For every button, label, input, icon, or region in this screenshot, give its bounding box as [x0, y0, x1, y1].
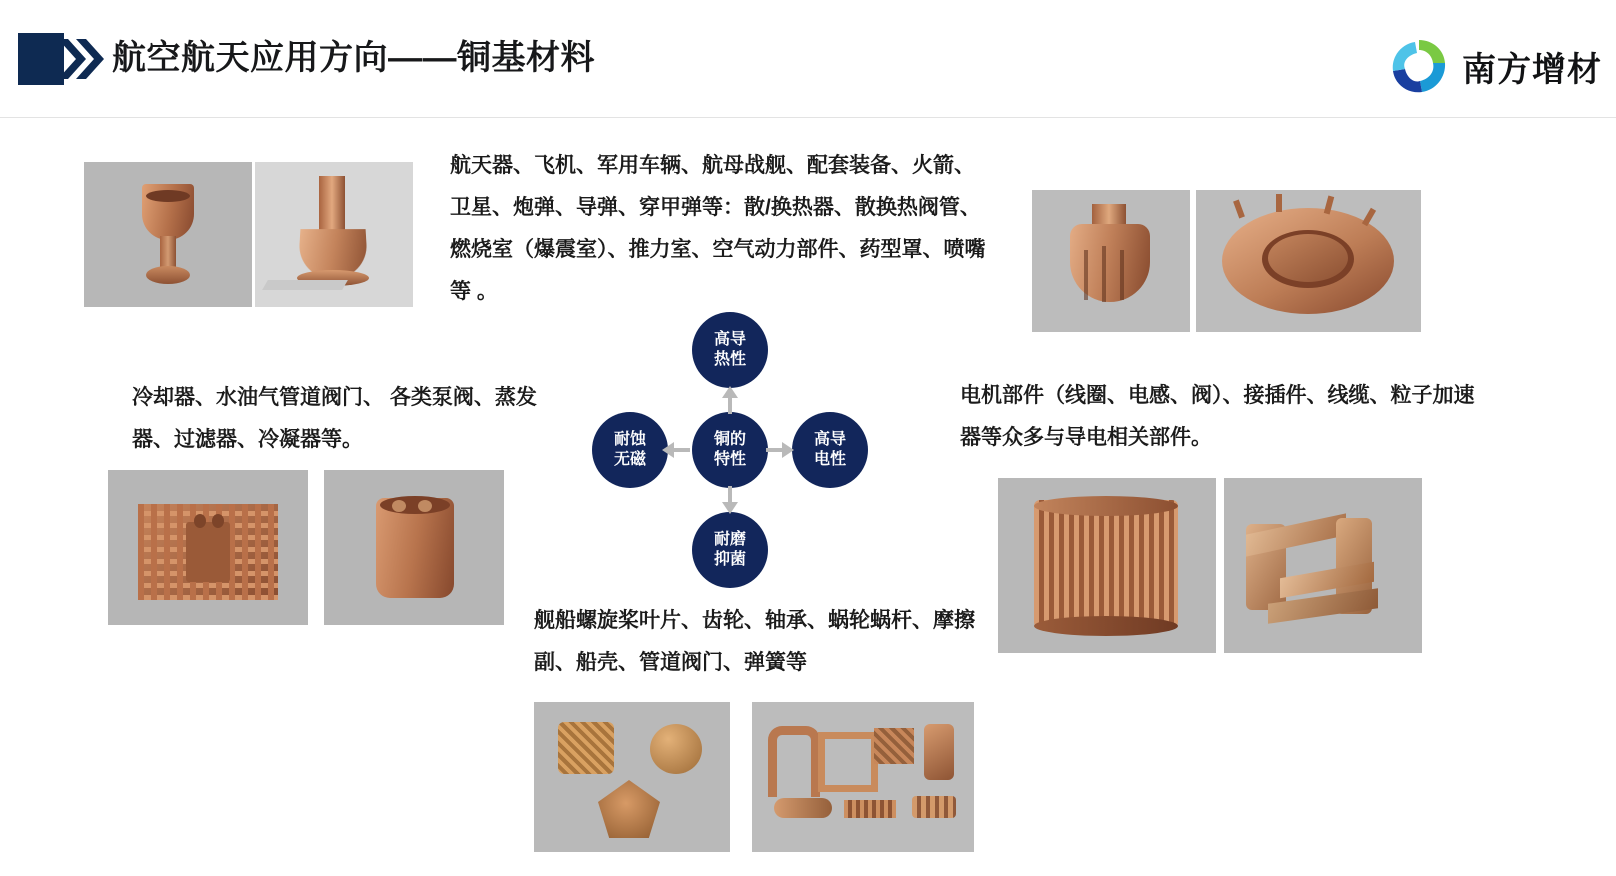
arrow-left-icon — [662, 438, 690, 462]
diagram-top-line1: 高导 — [713, 331, 746, 348]
arrow-down-icon — [718, 486, 742, 514]
cooling-paragraph: 冷却器、水油气管道阀门、 各类泵阀、蒸发器、过滤器、冷凝器等。 — [132, 386, 537, 451]
copper-finned-cylinder-photo — [998, 478, 1216, 653]
diagram-node-center — [692, 412, 768, 488]
diagram-node-left — [592, 412, 668, 488]
copper-combustion-chamber-photo — [1032, 190, 1190, 332]
diagram-center-line1: 铜的 — [713, 431, 746, 448]
arrow-up-icon — [718, 386, 742, 414]
electric-paragraph: 电机部件（线圈、电感、阀）、接插件、线缆、粒子加速器等众多与导电相关部件。 — [960, 384, 1475, 449]
page-header — [0, 0, 1616, 118]
page-title: 航空航天应用方向——铜基材料 — [112, 39, 595, 77]
diagram-right-line2: 电性 — [813, 451, 846, 468]
diagram-left-line2: 无磁 — [613, 451, 646, 468]
arrow-right-icon — [766, 438, 794, 462]
copper-heat-exchanger-ring-photo — [1196, 190, 1421, 332]
copper-bell-nozzle-photo — [255, 162, 413, 307]
swirl-logo-icon — [1388, 36, 1450, 96]
diagram-bottom-line1: 耐磨 — [713, 531, 746, 548]
copper-assorted-parts-photo — [752, 702, 974, 852]
copper-properties-diagram — [600, 320, 860, 580]
diagram-bottom-line2: 抑菌 — [713, 551, 746, 568]
diagram-node-right — [792, 412, 868, 488]
logo-text: 南方增材 — [1462, 50, 1602, 89]
diagram-left-line1: 耐蚀 — [613, 431, 646, 448]
copper-lattice-spheres-photo — [534, 702, 730, 852]
aerospace-paragraph: 航天器、飞机、军用车辆、航母战舰、配套装备、火箭、卫星、炮弹、导弹、穿甲弹等：散/换热器、散换热阀管、燃烧室（爆震室）、推力室、空气动力部件、药型罩、喷嘴等 。 — [450, 154, 986, 303]
diagram-right-line1: 高导 — [813, 431, 846, 448]
diagram-node-bottom — [692, 512, 768, 588]
chevron-icon — [18, 33, 98, 85]
copper-tapered-sleeve-photo — [324, 470, 504, 625]
footer-strip — [0, 870, 1616, 876]
company-logo — [1388, 36, 1602, 96]
copper-bracket-parts-photo — [1224, 478, 1422, 653]
diagram-center-line2: 特性 — [713, 451, 746, 468]
header-divider — [0, 117, 1616, 118]
diagram-node-top — [692, 312, 768, 388]
copper-nozzle-cup-photo — [84, 162, 252, 307]
diagram-top-line2: 热性 — [713, 351, 746, 368]
marine-paragraph: 舰船螺旋桨叶片、齿轮、轴承、蜗轮蜗杆、摩擦副、船壳、管道阀门、弹簧等 — [534, 609, 975, 674]
copper-lattice-block-photo — [108, 470, 308, 625]
